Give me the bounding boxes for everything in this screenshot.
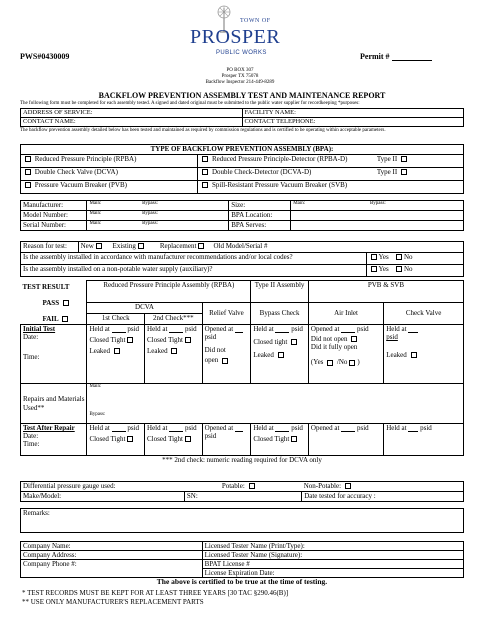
no-checkbox[interactable] (396, 254, 402, 260)
dcva-d-option[interactable]: Double Check-Detector (DCVA-D) (198, 168, 375, 181)
intro-text: The following form must be completed for each assembly tested. A signed and dated original must be submitted to the public water supplier for recordkeeping *purposes: (20, 101, 360, 106)
pvb-option[interactable]: Pressure Vacuum Breaker (PVB) (21, 181, 198, 194)
pvb-head: PVB & SVB (308, 281, 463, 303)
question-2: Is the assembly installed on a non-potable water supply (auxiliary)? (21, 265, 367, 277)
test-after-repair-cell: Test After Repair Date: Time: (21, 424, 87, 456)
repairs-field[interactable]: Main: Bypass: (87, 384, 464, 424)
first-check-head: 1st Check (87, 314, 145, 325)
yes-checkbox[interactable] (371, 254, 377, 260)
replacement-checkbox[interactable] (198, 243, 204, 249)
pass-option[interactable]: PASS (23, 299, 85, 307)
license-field[interactable]: BPAT License # (202, 560, 463, 569)
second-check-head: 2nd Check*** (145, 314, 203, 325)
expiration-field[interactable]: License Expiration Date: (202, 569, 463, 578)
permit-label: Permit # (360, 52, 432, 61)
first-check-initial[interactable]: Held at psid Closed Tight Leaked (87, 325, 145, 384)
make-model-field[interactable]: Make/Model: (21, 492, 185, 502)
footer-note-2: ** USE ONLY MANUFACTURER'S REPLACEMENT PARTS (22, 598, 204, 606)
relief-valve-initial[interactable]: Opened at psid Did not open (202, 325, 251, 384)
address-line-1: PO BOX 307 (226, 68, 254, 73)
company-table (20, 541, 464, 578)
bpa-serves-field[interactable] (291, 221, 464, 231)
test-results-table (20, 280, 464, 464)
bypass-check-initial[interactable]: Held at psid Closed tight Leaked (251, 325, 309, 384)
checkbox[interactable] (401, 169, 407, 175)
sn-field[interactable]: SN: (184, 492, 301, 502)
reason-label: Reason for test: (21, 242, 79, 253)
rpba-d-option[interactable]: Reduced Pressure Principle-Detector (RPBA-D) (198, 155, 375, 168)
bypass-field[interactable]: Bypass: (140, 201, 229, 211)
checkbox[interactable] (202, 169, 208, 175)
question-1: Is the assembly installed in accordance with manufacturer recommendations and/or local codes? (21, 253, 367, 265)
logo-sub: PUBLIC WORKS (216, 50, 267, 56)
address-line-2: Prosper TX 75078 (221, 73, 259, 79)
dcva-footnote: *** 2nd check: numeric reading required for DCVA only (162, 456, 322, 464)
tester-name-field[interactable]: Licensed Tester Name (Print/Type): (202, 542, 463, 551)
type2-head: Type II Assembly (251, 281, 309, 303)
initial-test-cell: Initial Test Date: Time: (21, 325, 87, 384)
remarks-field[interactable]: Remarks: (21, 509, 464, 533)
town-logo (186, 4, 296, 66)
serial-bypass-field[interactable]: Bypass: (140, 221, 229, 231)
checkbox[interactable] (25, 156, 31, 162)
gauge-table (20, 481, 464, 533)
facility-name-field[interactable]: FACILITY NAME: (242, 109, 464, 118)
existing-checkbox[interactable] (138, 243, 144, 249)
svb-option[interactable]: Spill-Resistant Pressure Vacuum Breaker (SVB) (198, 181, 464, 194)
check-valve-head: Check Valve (384, 303, 464, 325)
contact-name-field[interactable]: CONTACT NAME: (21, 118, 243, 127)
non-potable-option[interactable]: Non-Potable: (302, 482, 464, 492)
footer-note-1: * TEST RECORDS MUST BE KEPT FOR AT LEAST THREE YEARS [30 TAC §290.46(B)] (22, 589, 289, 597)
bpa-location-field[interactable] (291, 211, 464, 221)
test-result-block (21, 281, 87, 325)
checkbox[interactable] (25, 182, 31, 188)
relief-valve-head: Relief Valve (202, 303, 251, 325)
relief-valve-repair[interactable]: Opened at psid (202, 424, 251, 456)
company-name-field[interactable]: Company Name: (21, 542, 203, 551)
size-main-field[interactable]: Main: (291, 201, 368, 211)
rpba-head: Reduced Pressure Principle Assembly (RPBA) (87, 281, 251, 303)
checkbox[interactable] (202, 182, 208, 188)
bpa-type-heading: TYPE OF BACKFLOW PREVENTION ASSEMBLY (BPA): (21, 145, 464, 155)
first-check-repair[interactable]: Held at psid Closed Tight (87, 424, 145, 456)
model-number-label: Model Number: (21, 211, 87, 221)
question-2-answer: Yes No (366, 265, 463, 277)
bpa-serves-label: BPA Serves: (229, 221, 291, 231)
type-ii-option-2[interactable]: Type II (375, 168, 464, 181)
manufacturer-label: Manufacturer: (21, 201, 87, 211)
dcva-option[interactable]: Double Check Valve (DCVA) (21, 168, 198, 181)
page-title: BACKFLOW PREVENTION ASSEMBLY TEST AND MAINTENANCE REPORT (98, 91, 386, 100)
facility-table (20, 108, 464, 134)
yes-checkbox[interactable] (371, 266, 377, 272)
fail-option[interactable]: FAIL (23, 315, 85, 323)
question-1-answer: Yes No (366, 253, 463, 265)
bypass-check-head: Bypass Check (251, 303, 309, 325)
type-ii-option-1[interactable]: Type II (375, 155, 464, 168)
form-id: PWS#0430009 (20, 52, 70, 61)
serial-number-label: Serial Number: (21, 221, 87, 231)
address-block (160, 68, 320, 85)
tester-signature-field[interactable]: Licensed Tester Name (Signature): (202, 551, 463, 560)
device-table (20, 200, 464, 231)
check-valve-initial[interactable]: Held at psid Leaked (384, 325, 464, 384)
contact-telephone-field[interactable]: CONTACT TELEPHONE: (242, 118, 464, 127)
logo-name: PROSPER (190, 26, 281, 48)
checkbox[interactable] (25, 169, 31, 175)
air-inlet-head: Air Inlet (308, 303, 383, 325)
date-tested-field[interactable]: Date tested for accuracy : (302, 492, 464, 502)
bpa-location-label: BPA Location: (229, 211, 291, 221)
bypass-check-repair[interactable]: Held at psid Closed Tight (251, 424, 309, 456)
certification-note: The backflow prevention assembly detailed below has been tested and maintained as required by commission regulations and is certified to be operating within acceptable parameters. (20, 128, 386, 133)
repairs-label: Repairs and Materials Used** (21, 384, 87, 424)
checkbox[interactable] (202, 156, 208, 162)
dcva-head: DCVA (87, 303, 202, 314)
reason-table (20, 241, 464, 277)
size-label: Size: (229, 201, 291, 211)
air-inlet-initial[interactable]: Opened at psid Did not open Did it fully open (Yes /No ) (308, 325, 383, 384)
model-bypass-field[interactable]: Bypass: (140, 211, 229, 221)
second-check-repair[interactable]: Held at psid Closed Tight (145, 424, 203, 456)
bpa-type-table (20, 144, 464, 194)
size-bypass-field[interactable]: Bypass: (368, 201, 464, 211)
rpba-option[interactable]: Reduced Pressure Principle (RPBA) (21, 155, 198, 168)
model-main-field[interactable]: Main: (87, 211, 140, 221)
air-inlet-repair[interactable]: Opened at psid (308, 424, 383, 456)
address-of-service-field[interactable]: ADDRESS OF SERVICE: (21, 109, 243, 118)
potable-option[interactable]: Potable: (220, 482, 302, 492)
test-result-label: TEST RESULT (22, 282, 70, 291)
address-line-3: Backflow Inspector 214-449-8289 (205, 79, 275, 85)
serial-main-field[interactable]: Main: (87, 221, 140, 231)
second-check-initial[interactable]: Held at psid Closed Tight Leaked (145, 325, 203, 384)
main-field[interactable]: Main: (87, 201, 140, 211)
certified-statement: The above is certified to be true at the time of testing. (156, 577, 328, 586)
diff-gauge-label: Differential pressure gauge used: (21, 482, 220, 492)
checkbox[interactable] (401, 156, 407, 162)
company-phone-field[interactable]: Company Phone #: (21, 560, 203, 578)
company-address-field[interactable]: Company Address: (21, 551, 203, 560)
new-checkbox[interactable] (96, 243, 102, 249)
no-checkbox[interactable] (396, 266, 402, 272)
logo-top: TOWN OF (240, 18, 271, 24)
reason-options: New Existing Replacement Old Model/Serial # (78, 242, 463, 253)
check-valve-repair[interactable]: Held at psid (384, 424, 464, 456)
